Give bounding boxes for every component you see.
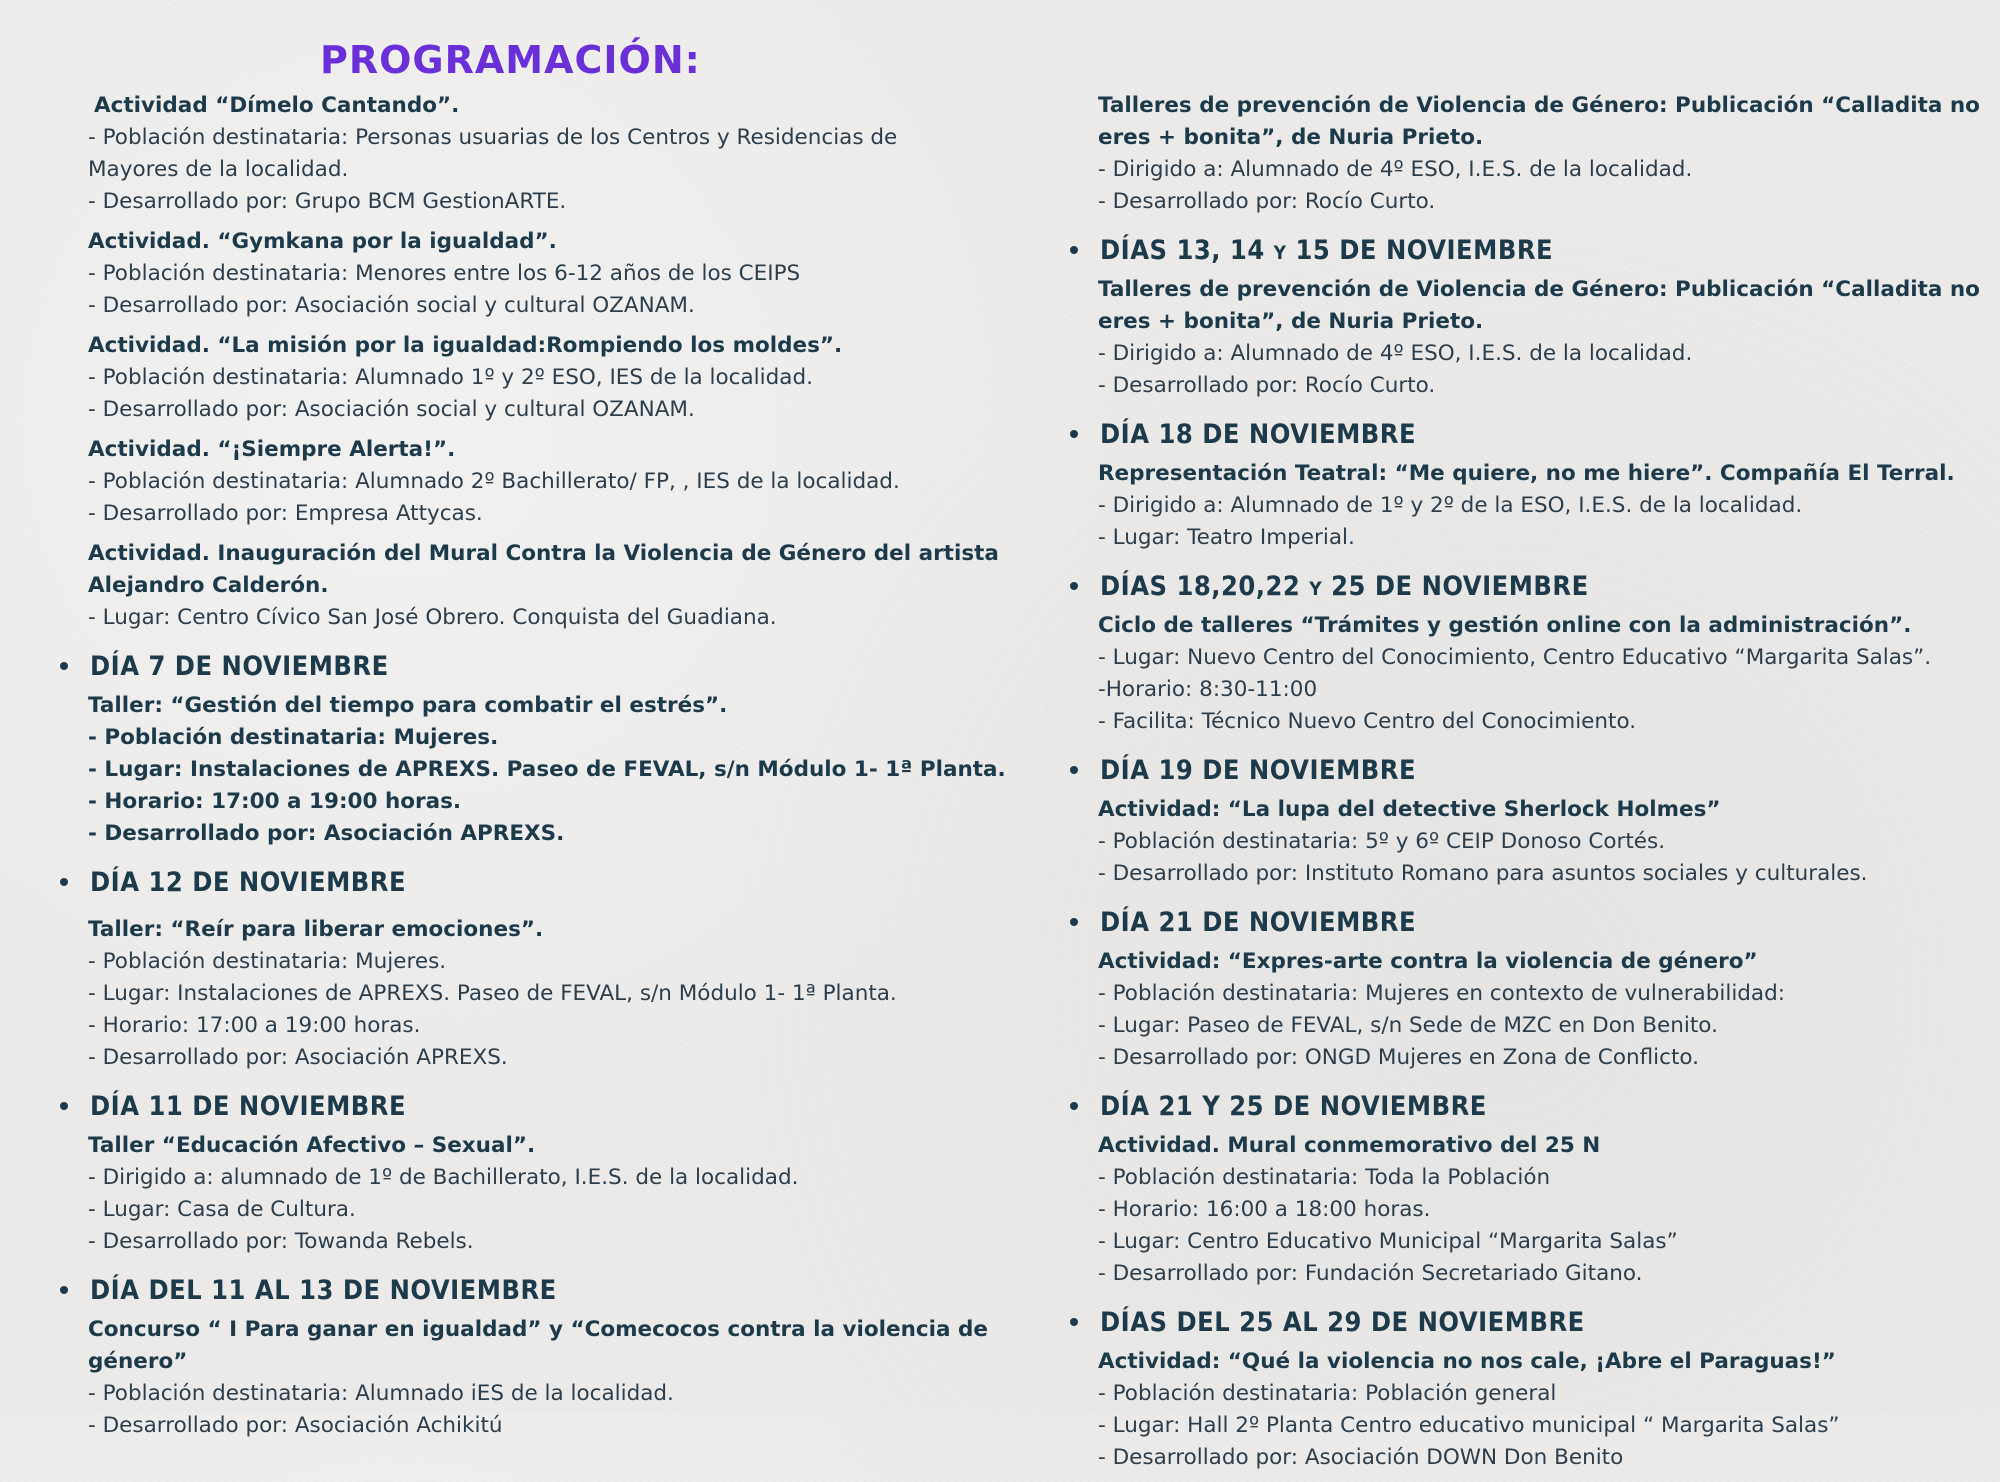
day-label: DÍA 18 DE NOVIEMBRE	[1100, 418, 1417, 450]
activity-heading: - Desarrollado por: Asociación APREXS.	[88, 821, 565, 846]
day-activity-block	[88, 914, 988, 1074]
right-column	[1098, 90, 1978, 1482]
day-heading	[60, 1086, 988, 1126]
activity-heading: Talleres de prevención de Violencia de Género: Publicación “Calladita no	[1098, 277, 1980, 302]
detail-line: - Dirigido a: Alumnado de 1º y 2º de la ESO, I.E.S. de la localidad.	[1098, 493, 1803, 518]
day-activity-block	[1098, 794, 1978, 890]
activity-heading: Actividad “Dímelo Cantando”.	[94, 93, 460, 118]
day-label: DÍA 11 DE NOVIEMBRE	[90, 1090, 407, 1122]
day-activity-block	[88, 1314, 988, 1442]
detail-line: - Dirigido a: Alumnado de 4º ESO, I.E.S. de la localidad.	[1098, 157, 1693, 182]
detail-line: - Desarrollado por: Asociación social y cultural OZANAM.	[88, 293, 695, 318]
bullet-icon	[60, 1102, 68, 1110]
activity-heading: Concurso “ I Para ganar en igualdad” y “Comecocos contra la violencia de	[88, 1317, 988, 1342]
activity-heading: Alejandro Calderón.	[88, 573, 329, 598]
day-label: DÍA 19 DE NOVIEMBRE	[1100, 754, 1417, 786]
detail-line: - Población destinataria: Menores entre los 6-12 años de los CEIPS	[88, 261, 801, 286]
detail-line: - Desarrollado por: Grupo BCM GestionARTE.	[88, 189, 567, 214]
detail-line: - Desarrollado por: Fundación Secretariado Gitano.	[1098, 1261, 1643, 1286]
detail-line: - Horario: 16:00 a 18:00 horas.	[1098, 1197, 1431, 1222]
detail-line: - Lugar: Paseo de FEVAL, s/n Sede de MZC en Don Benito.	[1098, 1013, 1718, 1038]
bullet-icon	[1070, 582, 1078, 590]
bullet-icon	[60, 662, 68, 670]
activity-heading: Talleres de prevención de Violencia de Género: Publicación “Calladita no	[1098, 93, 1980, 118]
detail-line: - Población destinataria: Alumnado 2º Bachillerato/ FP, , IES de la localidad.	[88, 469, 900, 494]
day-activity-block	[88, 1130, 988, 1258]
day-label: DÍA 21 Y 25 DE NOVIEMBRE	[1100, 1090, 1487, 1122]
detail-line: - Desarrollado por: Empresa Attycas.	[88, 501, 483, 526]
detail-line: - Desarrollado por: Rocío Curto.	[1098, 189, 1436, 214]
day-heading	[60, 646, 988, 686]
activity-heading: Taller “Educación Afectivo – Sexual”.	[88, 1133, 536, 1158]
day-heading	[60, 862, 988, 902]
day-activity-block	[1098, 946, 1978, 1074]
detail-line: - Población destinataria: Toda la Población	[1098, 1165, 1551, 1190]
day-heading	[1070, 1086, 1978, 1126]
detail-line: - Desarrollado por: Rocío Curto.	[1098, 373, 1436, 398]
activity-heading: Actividad. “Gymkana por la igualdad”.	[88, 229, 557, 254]
day-activity-block	[1098, 1346, 1978, 1474]
activity-heading: Actividad. Inauguración del Mural Contra la Violencia de Género del artista	[88, 541, 999, 566]
day-heading	[1070, 566, 1978, 606]
activity-heading: Actividad. Mural conmemorativo del 25 N	[1098, 1133, 1601, 1158]
bullet-icon	[1070, 246, 1078, 254]
detail-line: -Horario: 8:30-11:00	[1098, 677, 1318, 702]
activity-heading: Representación Teatral: “Me quiere, no me hiere”. Compañía El Terral.	[1098, 461, 1955, 486]
activity-block	[88, 90, 988, 218]
day-label: DÍA 7 DE NOVIEMBRE	[90, 650, 389, 682]
bullet-icon	[60, 878, 68, 886]
detail-line: - Desarrollado por: Asociación APREXS.	[88, 1045, 508, 1070]
detail-line: - Desarrollado por: Towanda Rebels.	[88, 1229, 474, 1254]
day-activity-block	[1098, 458, 1978, 554]
detail-line: - Desarrollado por: Asociación social y cultural OZANAM.	[88, 397, 695, 422]
detail-line: - Desarrollado por: Asociación Achikitú	[88, 1413, 503, 1438]
detail-line: - Lugar: Centro Cívico San José Obrero. Conquista del Guadiana.	[88, 605, 777, 630]
activity-heading: Actividad: “Expres-arte contra la violencia de género”	[1098, 949, 1758, 974]
bullet-icon	[1070, 1102, 1078, 1110]
activity-heading: Actividad. “¡Siempre Alerta!”.	[88, 437, 456, 462]
detail-line: - Población destinataria: Alumnado 1º y 2º ESO, IES de la localidad.	[88, 365, 813, 390]
detail-line: - Lugar: Instalaciones de APREXS. Paseo de FEVAL, s/n Módulo 1- 1ª Planta.	[88, 981, 897, 1006]
detail-line: - Desarrollado por: ONGD Mujeres en Zona de Conflicto.	[1098, 1045, 1699, 1070]
activity-block	[88, 538, 999, 634]
day-activity-block	[88, 690, 1006, 850]
detail-line: - Lugar: Hall 2º Planta Centro educativo municipal “ Margarita Salas”	[1098, 1413, 1840, 1438]
day-heading	[1070, 230, 1978, 270]
detail-line: - Desarrollado por: Asociación DOWN Don Benito	[1098, 1445, 1624, 1470]
activity-heading: - Población destinataria: Mujeres.	[88, 725, 499, 750]
day-label: DÍA 12 DE NOVIEMBRE	[90, 866, 407, 898]
day-label: DÍAS 13, 14 y 15 DE NOVIEMBRE	[1100, 234, 1554, 266]
activity-heading: Actividad. “La misión por la igualdad:Rompiendo los moldes”.	[88, 333, 843, 358]
bullet-icon	[1070, 766, 1078, 774]
detail-line: - Dirigido a: Alumnado de 4º ESO, I.E.S. de la localidad.	[1098, 341, 1693, 366]
detail-line: - Población destinataria: Población general	[1098, 1381, 1557, 1406]
day-heading	[60, 1270, 988, 1310]
detail-line: - Población destinataria: 5º y 6º CEIP Donoso Cortés.	[1098, 829, 1666, 854]
detail-line: - Desarrollado por: Instituto Romano para asuntos sociales y culturales.	[1098, 861, 1868, 886]
day-heading	[1070, 902, 1978, 942]
activity-heading: eres + bonita”, de Nuria Prieto.	[1098, 125, 1484, 150]
activity-heading: - Horario: 17:00 a 19:00 horas.	[88, 789, 462, 814]
detail-line: - Población destinataria: Personas usuarias de los Centros y Residencias de	[88, 125, 898, 150]
day-heading	[1070, 414, 1978, 454]
bullet-icon	[1070, 918, 1078, 926]
bullet-icon	[1070, 430, 1078, 438]
day-label: DÍAS DEL 25 AL 29 DE NOVIEMBRE	[1100, 1306, 1585, 1338]
detail-line: - Lugar: Nuevo Centro del Conocimiento, Centro Educativo “Margarita Salas”.	[1098, 645, 1932, 670]
detail-line: - Población destinataria: Mujeres en contexto de vulnerabilidad:	[1098, 981, 1786, 1006]
activity-heading: Taller: “Reír para liberar emociones”.	[88, 917, 544, 942]
detail-line: - Lugar: Casa de Cultura.	[88, 1197, 356, 1222]
detail-line: - Población destinataria: Alumnado iES de la localidad.	[88, 1381, 674, 1406]
day-label: DÍAS 18,20,22 y 25 DE NOVIEMBRE	[1100, 570, 1589, 602]
day-heading	[1070, 750, 1978, 790]
activity-block	[88, 434, 988, 530]
activity-heading: Actividad: “La lupa del detective Sherlock Holmes”	[1098, 797, 1721, 822]
day-activity-block	[1098, 274, 1978, 402]
detail-line: - Población destinataria: Mujeres.	[88, 949, 447, 974]
activity-heading: género”	[88, 1349, 188, 1374]
detail-line: - Dirigido a: alumnado de 1º de Bachillerato, I.E.S. de la localidad.	[88, 1165, 799, 1190]
day-label: DÍA DEL 11 AL 13 DE NOVIEMBRE	[90, 1274, 557, 1306]
activity-heading: Ciclo de talleres “Trámites y gestión online con la administración”.	[1098, 613, 1912, 638]
detail-line: - Horario: 17:00 a 19:00 horas.	[88, 1013, 421, 1038]
activity-block	[88, 226, 988, 322]
day-label: DÍA 21 DE NOVIEMBRE	[1100, 906, 1417, 938]
activity-heading: Taller: “Gestión del tiempo para combatir el estrés”.	[88, 693, 728, 718]
left-column	[88, 90, 1006, 1450]
detail-line: Mayores de la localidad.	[88, 157, 349, 182]
bullet-icon	[60, 1286, 68, 1294]
activity-block	[88, 330, 988, 426]
bullet-icon	[1070, 1318, 1078, 1326]
day-heading	[1070, 1302, 1978, 1342]
activity-heading: - Lugar: Instalaciones de APREXS. Paseo de FEVAL, s/n Módulo 1- 1ª Planta.	[88, 757, 1006, 782]
day-activity-block	[1098, 1130, 1978, 1290]
day-activity-block	[1098, 610, 1978, 738]
detail-line: - Lugar: Centro Educativo Municipal “Margarita Salas”	[1098, 1229, 1678, 1254]
activity-block	[1098, 90, 1978, 218]
detail-line: - Lugar: Teatro Imperial.	[1098, 525, 1355, 550]
activity-heading: eres + bonita”, de Nuria Prieto.	[1098, 309, 1484, 334]
detail-line: - Facilita: Técnico Nuevo Centro del Conocimiento.	[1098, 709, 1637, 734]
activity-heading: Actividad: “Qué la violencia no nos cale, ¡Abre el Paraguas!”	[1098, 1349, 1836, 1374]
page-title: PROGRAMACIÓN:	[320, 38, 701, 82]
